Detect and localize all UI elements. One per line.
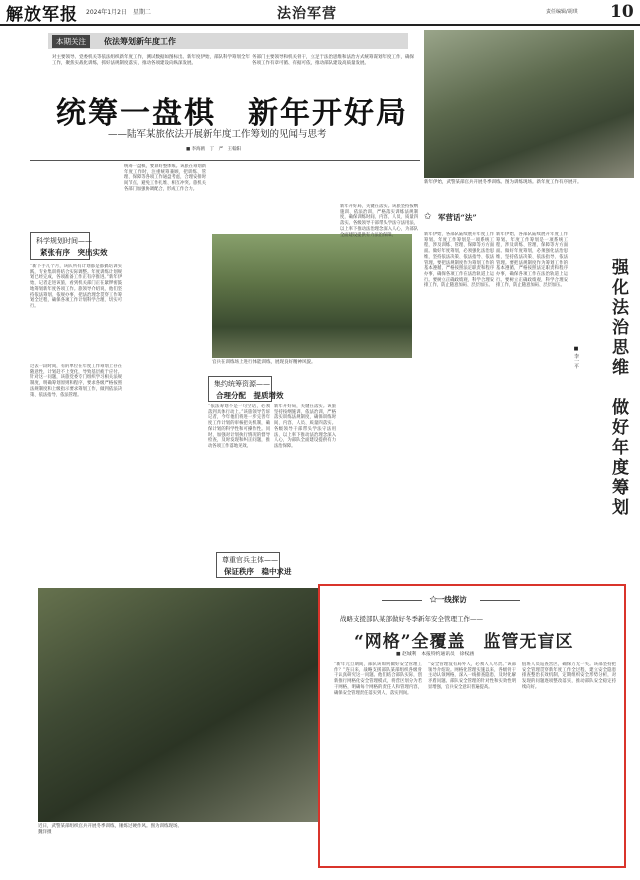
lead-text-left: 对主要领导、党委机关等依法组织新年度工作，测试数据如图标出。新年度伊始，部队科学筹划全年工作，聚焦实战化训练，抓好法规制度落实，推动各项建设向纵深发展。 (52, 55, 250, 66)
section-title: 法治军营 (277, 6, 337, 22)
editor-credit: 责任编辑/胡琪 (546, 9, 578, 15)
section-heading-resources-title: 集约统筹资源—— (214, 380, 270, 388)
explore-column-3: 值班人员巡查营区，确保万无一失。该部坚持把安全管理贯穿新年度工作全过程，建立安全隐患排查整治长效机制，定期组织安全形势分析，对发现的问题逐项整改落实，推动部队安全稳定持续向好。 (522, 662, 616, 690)
section-heading-planning-title: 科学规划时间—— (36, 237, 92, 245)
main-headline: 统筹一盘棋 新年开好局 (56, 96, 408, 131)
focus-banner (48, 33, 408, 49)
bottom-photo-caption: 近日，武警某部组织官兵开展冬季训练，锤炼过硬作风。图为训练现场。 魏洋摄 (38, 824, 360, 835)
explore-rule-right (480, 600, 520, 601)
explore-column-1: “新年元旦期间，部队该如何做好安全管理工作？”连日来，战略支援部队某部组织各级骨干认真研究这一问题。他们结合部队实际，创新推行网格化安全管理模式，将营区划分为若干网格，明确每个网格的责任人和管理内容，确保安全管理责任落实到人、落实到岗。 (334, 662, 422, 696)
middle-photo-caption: 官兵在训练场上进行体能训练，展现良好精神风貌。 (212, 360, 316, 365)
section-heading-subject-sub: 保证秩序 稳中求进 (224, 567, 292, 576)
main-subheadline: ——陆军某旅依法开展新年度工作筹划的见闻与思考 (108, 129, 327, 140)
opinion-label: 军营话“法” (438, 213, 477, 222)
article-column-4: 新年开好局，关键在落实。该旅坚持按纲施训、依法治训，严格落实训练法规制度，确保训练时间、内容、人员、质量四落实。各级领导干部带头学法守法用法，以上率下推动法治理念深入人心，为部队全面建设提供有力法治保障。 (274, 404, 336, 449)
newspaper-logo: 解放军报 (6, 5, 78, 25)
page-number: 10 (610, 2, 634, 22)
opinion-title: 强化法治思维 做好年度筹划 (608, 258, 628, 518)
lead-text-right: 务部门主要领导和机关骨干，立足于法治思维和法治方式统筹谋划年度工作，确保各项工作有章可循、有据可依，推动部队建设高质量发展。 (252, 55, 414, 66)
explore-column-2: “安全管理没有局外人，必须人人尽责。”该部领导介绍说。网格化管理实施以来，各级骨干主动认领网格，深入一线排查隐患，及时化解矛盾问题。部队安全管理的针对性和实效性明显增强，官兵安全意识普遍提高。 (428, 662, 516, 690)
issue-date: 2024年1月2日 星期二 (86, 9, 151, 16)
explore-byline: ■ 赵城利 本报特约通讯员 徐权涵 (396, 652, 475, 657)
section-heading-subject-title: 尊重官兵主体—— (222, 556, 278, 564)
article-column-1: “新下手几个月，该队所有计划都是都搞培训实践，专业集训将结合实际调整。年度训练计划规划已经完成，各项准备工作正有序推进。”新年伊始，记者走进该旅，看到机关部门正在紧锣密鼓地筹划新年度各项工作。旅领导介绍说，他们坚持依法筹划、依规办事，把法治理念贯穿工作筹划全过程，确保各项工作计划科学合理、切实可行。 (30, 264, 122, 309)
explore-label (430, 594, 467, 605)
top-photo-caption: 新年伊始，武警某部官兵开展冬季训练。图为训练现场。新年度工作有序展开。 (424, 180, 582, 185)
explore-kicker: 战略支援部队某部做好冬季新年安全管理工作—— (340, 615, 483, 623)
divider (30, 160, 420, 161)
explore-rule-left (382, 600, 422, 601)
opinion-author: ■ 李一平 (573, 346, 579, 369)
bottom-photo (38, 588, 318, 822)
focus-tag: 本期关注 (52, 35, 90, 48)
top-photo (424, 30, 634, 178)
article-column-1b: 过去一段时间，有的单位在年度工作筹划上存在随意性，计划赶不上变化，导致基层疲于应付。针对这一问题，该旅党委专门组织学习相关法规制度，明确筹划原则和程序，要求各级严格按照法规制度和上级指示要求筹划工作，做到依法决策、依法指导、依法管理。 (30, 364, 122, 398)
star-icon: ✩ (424, 212, 432, 222)
article-column-3: “依法筹划不是一句空话，必须落到具体行动上。”该旅领导告诉记者，今年他们将进一步完善年度工作计划的审核把关机制，确保计划的科学性和可操作性。同时，加强对计划执行情况的督导检查，及时发现和纠正问题，推动各项工作落地见效。 (208, 404, 270, 449)
opinion-header (424, 212, 634, 226)
section-heading-resources-sub: 合理分配 提质增效 (216, 391, 284, 400)
focus-title: 依法筹划新年度工作 (104, 37, 176, 46)
explore-title: “网格”全覆盖 监管无盲区 (354, 632, 574, 652)
main-byline: ■ 李海鸥 丁 严 王翰阳 (186, 147, 242, 152)
article-column-2: 统筹一盘棋，要算好整体账。该旅在筹划新年度工作时，注重统筹兼顾，把训练、管理、保障等各项工作通盘考虑，合理安排时间节点，避免工作扎堆、相互冲突。旅机关各部门加强协调配合，形成工作合力。 (124, 164, 206, 192)
explore-label-text: 一线探访 (436, 595, 467, 604)
opinion-column-1: 新年伊始，各部队陆续展开年度工作筹划。年度工作筹划是一项系统工程，涉及训练、管理、保障等方方面面。做好年度筹划，必须强化法治思维，坚持依法决策、依法指导、依法管理。要把法规制度作为筹划工作的基本遵循，严格按照法定职责和程序办事，确保各项工作在法治轨道上运行。要树立正确政绩观，科学合理安排工作，防止随意加码、层层加压。 (424, 232, 494, 289)
article-column-5: 新年开好局，关键在落实。该旅坚持按纲施训、依法治训，严格落实训练法规制度，确保训练时间、内容、人员、质量四落实。各级领导干部带头学法守法用法，以上率下推动法治理念深入人心，为部队全面建设提供有力法治保障。 (340, 204, 418, 238)
opinion-column-2: 新年伊始，各部队陆续展开年度工作筹划。年度工作筹划是一项系统工程，涉及训练、管理、保障等方方面面。做好年度筹划，必须强化法治思维，坚持依法决策、依法指导、依法管理。要把法规制度作为筹划工作的基本遵循，严格按照法定职责和程序办事，确保各项工作在法治轨道上运行。要树立正确政绩观，科学合理安排工作，防止随意加码、层层加压。 (496, 232, 568, 289)
section-heading-planning-sub: 紧张有序 突出实效 (40, 248, 108, 257)
star-icon: ✩ (430, 594, 437, 604)
